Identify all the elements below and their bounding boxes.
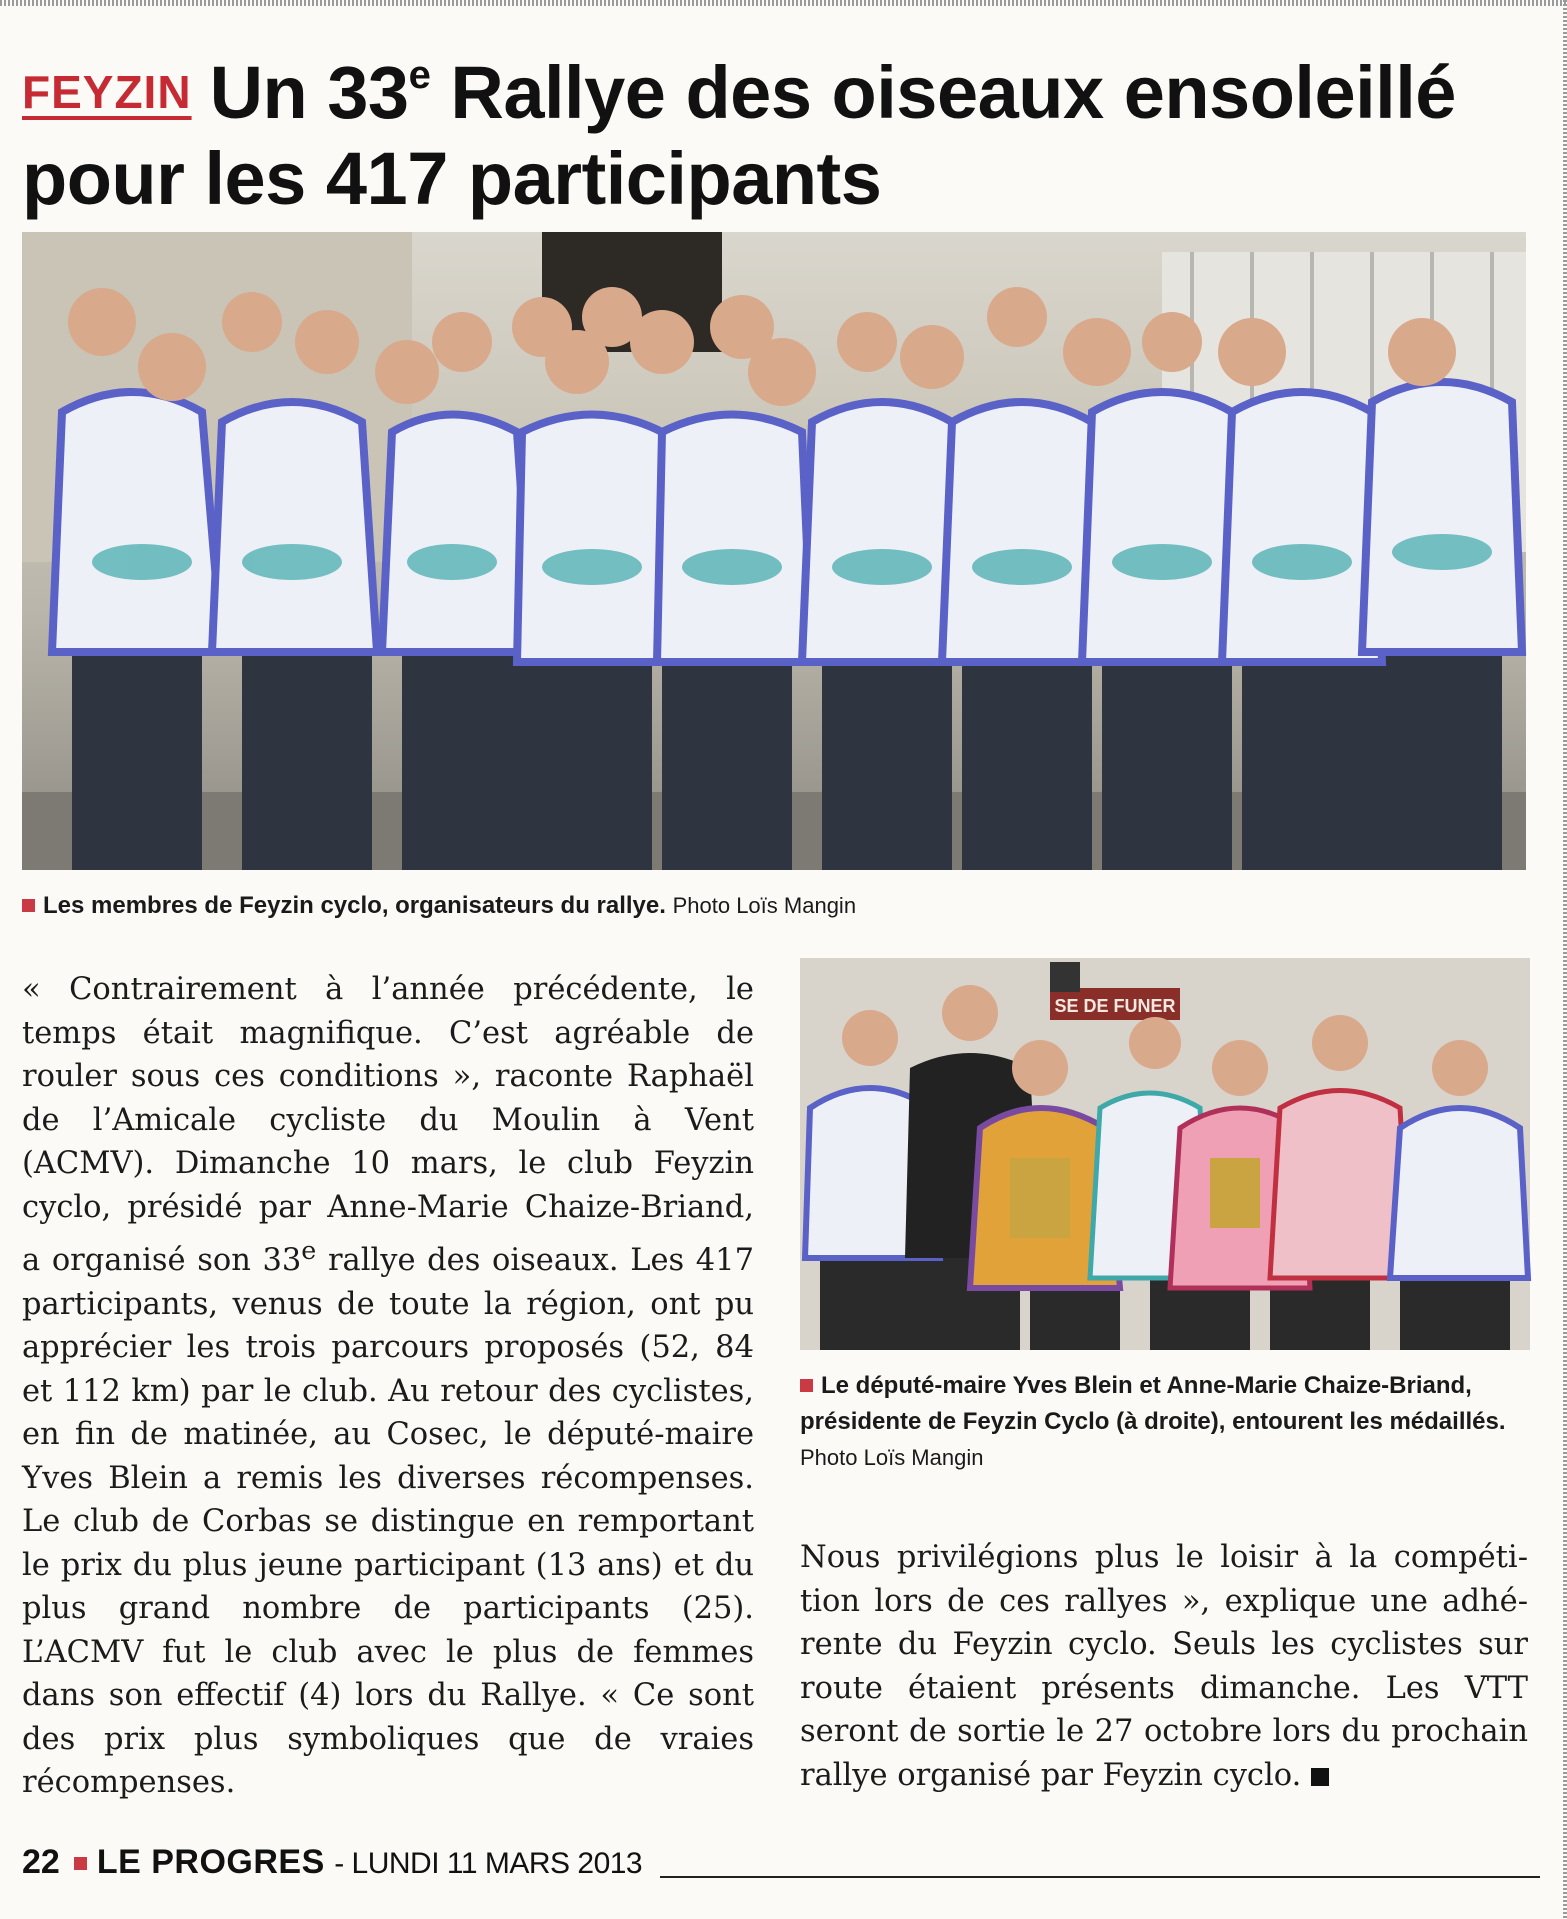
caption-marker bbox=[22, 899, 35, 912]
newspaper-name: LE PROGRES bbox=[96, 1843, 325, 1881]
headline-part-2: Rallye des oiseaux ensoleillé pour les 417 participants bbox=[22, 51, 1456, 220]
main-photo-caption-text: Les membres de Feyzin cyclo, organisateurs du rallye. bbox=[43, 892, 666, 919]
footer-marker bbox=[74, 1857, 87, 1870]
group-photo bbox=[22, 232, 1526, 870]
medal-photo-caption bbox=[800, 1368, 1530, 1476]
main-photo-credit: Photo Loïs Mangin bbox=[672, 893, 857, 918]
top-border-rule bbox=[0, 0, 1567, 6]
caption-marker bbox=[800, 1379, 813, 1392]
article-column-1 bbox=[22, 968, 754, 1801]
page-number: 22 bbox=[22, 1843, 60, 1881]
end-of-article-mark bbox=[1311, 1768, 1329, 1786]
medal-photo-credit: Photo Loïs Mangin bbox=[800, 1445, 984, 1470]
headline-part-1: Un 33 bbox=[209, 51, 409, 134]
medal-photo-caption-text: Le député-maire Yves Blein et Anne-Marie Chaize-Briand, présidente de Feyzin Cyclo (à droite), entourent les médaillés. bbox=[800, 1372, 1506, 1435]
medal-photo bbox=[800, 958, 1530, 1350]
column-1-text-b: rallye des oiseaux. Les 417 participants, venus de toute la région, ont pu apprécier les trois parcours proposés (52, 84 et 112 km) par le club. Au retour des cyclistes, en fin de matinée, au Cosec, le député-maire Yves Blein a remis les diverses récompenses. Le club de Corbas se distingue en remportant le prix du plus jeune participant (13 ans) et du plus grand nombre de participants (25). L’ACMV fut le club avec le plus de femmes dans son effectif (4) lors du Rallye. « Ce sont des prix plus symboliques que de vraies récompenses. bbox=[22, 1243, 754, 1801]
group-photo-illustration bbox=[22, 232, 1526, 870]
headline bbox=[22, 32, 1542, 222]
article-column-2 bbox=[800, 1536, 1528, 1806]
right-border-rule bbox=[1563, 0, 1567, 1919]
wall-sign-text: SE DE FUNER bbox=[1054, 996, 1176, 1016]
column-1-superscript: e bbox=[301, 1235, 317, 1265]
medal-photo-illustration bbox=[800, 958, 1530, 1350]
column-1-text-a: « Contrairement à l’année précédente, le temps était magnifique. C’est agréable de rouler sous ces conditions », raconte Raphaël de l’Amicale cycliste du Moulin à Vent (ACMV). Dimanche 10 mars, le club Feyzin cyclo, présidé par Anne-Marie Chaize-Briand, a organisé son 33 bbox=[22, 972, 754, 1279]
column-2-text: Nous privilégions plus le loisir à la compétition lors de ces rallyes », explique une adhérente du Feyzin cyclo. Seuls les cyclistes sur route étaient présents dimanche. Les VTT seront de sortie le 27 octobre lors du prochain rallye organisé par Feyzin cyclo. bbox=[800, 1540, 1528, 1793]
kicker: FEYZIN bbox=[22, 66, 192, 118]
headline-superscript: e bbox=[408, 53, 431, 97]
issue-date: - LUNDI 11 MARS 2013 bbox=[334, 1847, 643, 1880]
footer-rule bbox=[660, 1876, 1540, 1878]
page-footer bbox=[22, 1840, 642, 1886]
main-photo-caption bbox=[22, 888, 1522, 924]
